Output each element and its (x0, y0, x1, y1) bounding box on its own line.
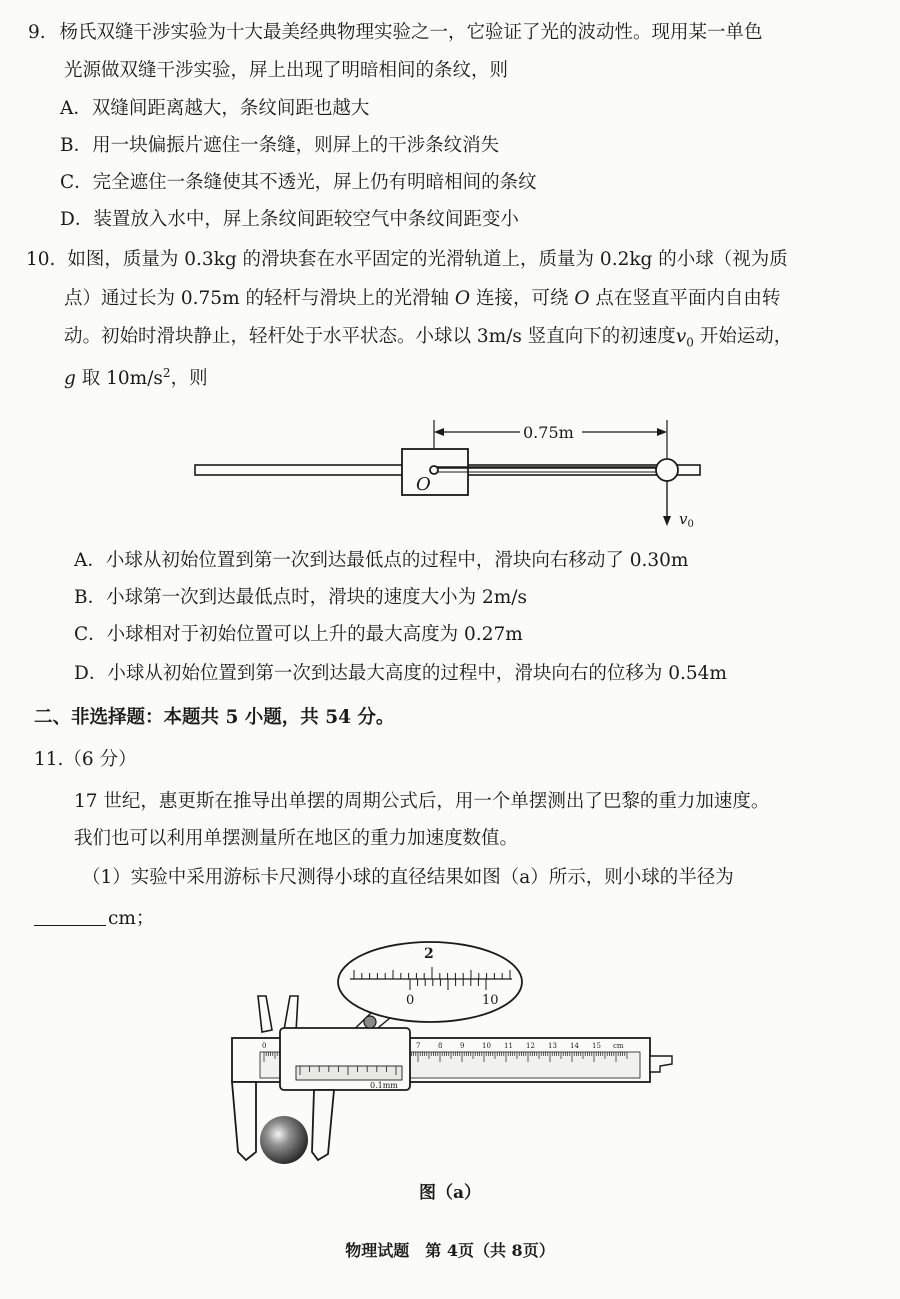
velocity-arrowhead (663, 516, 671, 526)
q10-line1 (26, 247, 788, 273)
q10-option-a: A．小球从初始位置到第一次到达最低点的过程中，滑块向右移动了 0.30m (74, 550, 689, 571)
zoom-main-label: 2 (424, 946, 434, 962)
q9-stem-1: 杨氏双缝干涉实验为十大最美经典物理实验之一，它验证了光的波动性。现用某一单色 (59, 22, 763, 43)
depth-rod (650, 1056, 672, 1072)
main-scale-label-14: 14 (570, 1042, 579, 1050)
q10-stem-1: 如图，质量为 0.3kg 的滑块套在水平固定的光滑轨道上，质量为 0.2kg 的小球（视为质 (67, 249, 788, 270)
q9-number: 9. (28, 22, 46, 43)
q10-stem-2-o2: O (574, 288, 590, 309)
q10-stem-3b: 开始运动， (693, 326, 793, 347)
q9-option-b: B．用一块偏振片遮住一条缝，则屏上的干涉条纹消失 (60, 135, 500, 156)
q11-header: 11.（6 分） (34, 749, 137, 770)
q11-part1-answer (34, 906, 154, 932)
upper-fixed-jaw (258, 996, 272, 1032)
dim-arrow-left (434, 428, 444, 436)
q10-stem-2-o: O (454, 288, 471, 309)
q10-stem-3 (64, 324, 792, 356)
q10-stem-4-g: g (64, 368, 76, 390)
q10-stem-2a: 点）通过长为 0.75m 的轻杆与滑块上的光滑轴 (64, 288, 455, 309)
answer-blank[interactable] (34, 907, 106, 926)
q10-stem-4-sup: 2 (162, 366, 171, 380)
q10-stem-4a: 取 10m/s (75, 368, 163, 390)
q10-stem-3-v: v (675, 326, 687, 347)
section2-heading: 二、非选择题：本题共 5 小题，共 54 分。 (34, 707, 395, 728)
main-scale-label-9: 9 (460, 1042, 465, 1050)
q10-stem-3a: 动。初始时滑块静止，轻杆处于水平状态。小球以 3m/s 竖直向下的初速度 (64, 326, 676, 347)
q11-part1: （1）实验中采用游标卡尺测得小球的直径结果如图（a）所示，则小球的半径为 (82, 867, 734, 888)
main-scale-label-0: 0 (262, 1042, 267, 1050)
main-scale-label-12: 12 (526, 1042, 535, 1050)
velocity-label-v: v (679, 510, 688, 528)
main-scale-label-11: 11 (504, 1042, 513, 1050)
q11-intro-2: 我们也可以利用单摆测量所在地区的重力加速度数值。 (74, 828, 519, 849)
q11-part1-unit: cm； (108, 908, 155, 929)
upper-sliding-jaw (284, 996, 298, 1032)
pivot-axis (430, 466, 438, 474)
dim-length-label: 0.75m (523, 423, 574, 442)
q9-option-d: D．装置放入水中，屏上条纹间距较空气中条纹间距变小 (60, 209, 519, 230)
q10-number: 10. (26, 249, 56, 270)
q9-stem-2: 光源做双缝干涉实验，屏上出现了明暗相间的条纹，则 (64, 60, 509, 81)
page-footer: 物理试题 第 4页（共 8页） (345, 1241, 555, 1260)
lower-fixed-jaw (232, 1082, 256, 1160)
q10-figure (180, 410, 720, 540)
q10-stem-4b: ，则 (170, 368, 208, 390)
caliper-figure (220, 938, 690, 1178)
vernier-precision-label: 0.1mm (370, 1081, 398, 1090)
main-scale-label-13: 13 (548, 1042, 557, 1050)
velocity-label (679, 510, 694, 530)
lower-sliding-jaw (312, 1090, 334, 1160)
q10-stem-3-sub: 0 (686, 335, 694, 350)
q10-option-c: C．小球相对于初始位置可以上升的最大高度为 0.27m (74, 624, 523, 645)
zoom-vernier-label-0: 0 (406, 993, 415, 1008)
q10-stem-2b: 连接，可绕 (470, 288, 575, 309)
q9-option-c: C．完全遮住一条缝使其不透光，屏上仍有明暗相间的条纹 (60, 172, 537, 193)
q10-stem-2c: 点在竖直平面内自由转 (589, 288, 781, 309)
main-scale-label-15: 15 (592, 1042, 601, 1050)
main-scale-label-8: 8 (438, 1042, 443, 1050)
main-scale-label-10: 10 (482, 1042, 491, 1050)
q10-stem-4 (64, 360, 208, 392)
zoom-vernier-label-10: 10 (482, 993, 499, 1008)
measured-ball (260, 1116, 308, 1164)
q11-intro-1: 17 世纪，惠更斯在推导出单摆的周期公式后，用一个单摆测出了巴黎的重力加速度。 (74, 791, 770, 812)
q10-stem-2 (64, 286, 780, 312)
small-ball (656, 459, 678, 481)
dim-arrow-right (657, 428, 667, 436)
velocity-label-sub: 0 (687, 519, 694, 530)
q10-option-b: B．小球第一次到达最低点时，滑块的速度大小为 2m/s (74, 587, 528, 608)
q9-option-a: A．双缝间距离越大，条纹间距也越大 (60, 98, 370, 119)
q9-line1 (28, 20, 763, 46)
main-scale-label-7: 7 (416, 1042, 421, 1050)
pivot-label: O (416, 474, 431, 495)
q10-option-d: D．小球从初始位置到第一次到达最大高度的过程中，滑块向右的位移为 0.54m (74, 663, 727, 684)
main-unit-label: cm (613, 1042, 624, 1050)
locking-screw (364, 1016, 376, 1028)
figure-a-caption: 图（a） (418, 1183, 481, 1203)
